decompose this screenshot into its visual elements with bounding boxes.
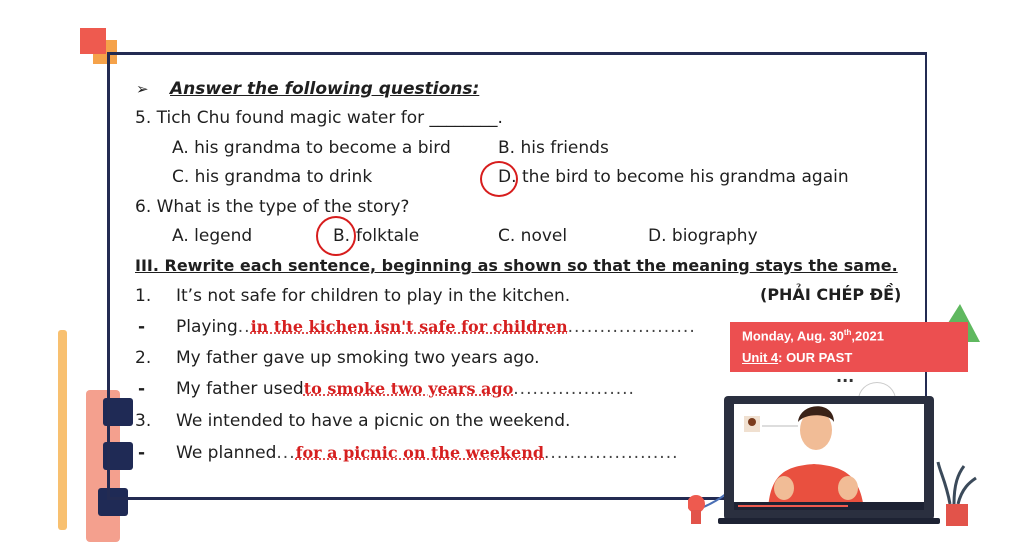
item3-prompt: We planned xyxy=(176,443,277,463)
date-banner xyxy=(730,322,968,372)
q5-option-d-text: the bird to become his grandma again xyxy=(522,167,849,187)
item2-dots: ................... xyxy=(513,379,635,399)
item2-answer: to smoke two years ago xyxy=(303,379,514,398)
q6-option-a: A. legend xyxy=(172,226,253,246)
item3-bullet: - xyxy=(138,443,146,463)
item1-answer: in the kichen isn't safe for children xyxy=(250,317,568,336)
answer-circle-q6 xyxy=(316,216,356,256)
part3-heading: III. Rewrite each sentence, beginning as shown so that the meaning stays the same. xyxy=(135,256,898,275)
item2-rewrite xyxy=(176,378,635,400)
q5-option-d-letter: D. xyxy=(498,167,517,187)
item2-sentence: My father gave up smoking two years ago. xyxy=(176,348,540,368)
part3-note: (PHẢI CHÉP ĐỀ) xyxy=(760,285,902,304)
banner-date: Monday, Aug. 30th,2021 xyxy=(742,328,884,344)
item1-sentence: It’s not safe for children to play in the kitchen. xyxy=(176,286,571,306)
section-heading: Answer the following questions: xyxy=(170,79,480,99)
item3-answer: for a picnic on the weekend xyxy=(295,443,545,462)
item1-dots: .................... xyxy=(567,317,696,337)
item1-bullet: - xyxy=(138,317,146,337)
decor-bar-yellow xyxy=(58,330,67,530)
banner-unit-title: : OUR PAST xyxy=(778,350,853,365)
arrow-bullet-icon: ➢ xyxy=(136,80,149,98)
item3-rewrite: We planned...for a picnic on the weekend..................... xyxy=(176,443,679,463)
item2-number: 2. xyxy=(135,348,152,368)
speech-dots: ... xyxy=(836,367,855,386)
q5-option-c: C. his grandma to drink xyxy=(172,167,373,187)
q6-option-b-letter: B. xyxy=(333,226,351,246)
q6-option-b-text: folktale xyxy=(356,226,420,246)
item3-dots: ..................... xyxy=(544,443,679,463)
item3-number: 3. xyxy=(135,411,152,431)
banner-unit-label: Unit 4 xyxy=(742,350,779,365)
decor-square-red xyxy=(80,28,106,54)
item2-prompt: My father used xyxy=(176,379,304,399)
item1-number: 1. xyxy=(135,286,152,306)
answer-circle-q5 xyxy=(480,161,518,197)
item1-rewrite: Playing..in the kichen isn't safe for children.................... xyxy=(176,317,696,337)
item2-bullet: - xyxy=(138,379,146,399)
q5-option-a: A. his grandma to become a bird xyxy=(172,138,451,158)
laptop-teacher-illustration xyxy=(688,392,988,532)
banner-unit xyxy=(742,350,852,365)
q6-stem: 6. What is the type of the story? xyxy=(135,197,410,217)
q5-stem: 5. Tich Chu found magic water for ________. xyxy=(135,108,503,128)
item3-sentence: We intended to have a picnic on the weekend. xyxy=(176,411,571,431)
q6-option-d: D. biography xyxy=(648,226,758,246)
q5-option-b: B. his friends xyxy=(498,138,609,158)
q6-option-c: C. novel xyxy=(498,226,568,246)
item1-prompt: Playing xyxy=(176,317,238,337)
